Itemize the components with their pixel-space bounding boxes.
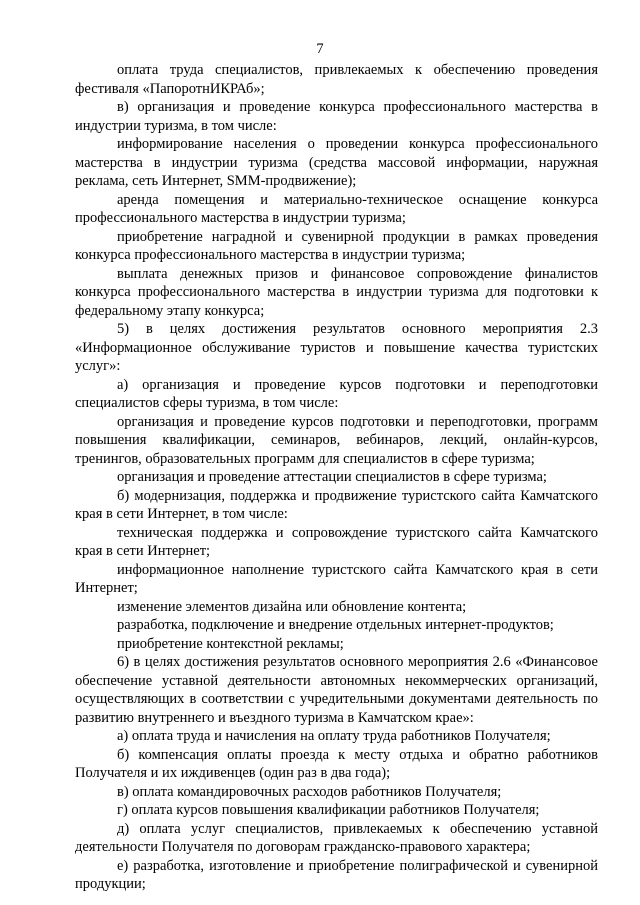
paragraph: а) оплата труда и начисления на оплату труда работников Получателя;: [117, 728, 551, 744]
paragraph: приобретение контекстной рекламы;: [117, 635, 344, 652]
paragraph: информирование населения о проведении конкурса профессионального мастерства в индустрии туризма (средства массовой информации, наружная реклама, сеть Интернет, SMM-продвижение);: [75, 136, 598, 189]
paragraph: разработка, подключение и внедрение отдельных интернет-продуктов;: [117, 617, 554, 633]
paragraph: 6) в целях достижения результатов основного мероприятия 2.6 «Финансовое обеспечение уставной деятельности автономных некоммерческих организаций, осуществляющих в соответствии с учредительными документами деятельность по развитию внутреннего и въездного туризма в Камчатском крае»:: [75, 654, 598, 726]
paragraph: 5) в целях достижения результатов основного мероприятия 2.3 «Информационное обслуживание туристов и повышение качества туристских услуг»:: [75, 321, 598, 374]
paragraph: б) компенсация оплаты проезда к месту отдыха и обратно работников Получателя и их иждивенцев (один раз в два года);: [75, 746, 598, 781]
paragraph: организация и проведение курсов подготовки и переподготовки, программ повышения квалификации, семинаров, вебинаров, лекций, онлайн-курсов, тренингов, образовательных программ для специалистов в сфере туризма;: [75, 413, 598, 467]
page-number: 7: [316, 41, 324, 57]
paragraph: оплата труда специалистов, привлекаемых к обеспечению проведения фестиваля «ПапоротнИКРАб»;: [75, 62, 598, 97]
paragraph: организация и проведение аттестации специалистов в сфере туризма;: [117, 469, 547, 485]
document-body: [75, 61, 598, 894]
paragraph: аренда помещения и материально-техническое оснащение конкурса профессионального мастерства в индустрии туризма;: [75, 191, 598, 226]
paragraph: в) оплата командировочных расходов работников Получателя;: [117, 783, 502, 800]
paragraph: д) оплата услуг специалистов, привлекаемых к обеспечению уставной деятельности Получателя по договорам гражданско-правового характера;: [75, 820, 598, 855]
paragraph: информационное наполнение туристского сайта Камчатского края в сети Интернет;: [75, 561, 598, 596]
paragraph: в) организация и проведение конкурса профессионального мастерства в индустрии туризма, в том числе:: [75, 99, 598, 134]
paragraph: приобретение наградной и сувенирной продукции в рамках проведения конкурса профессионального мастерства в индустрии туризма;: [75, 228, 598, 263]
paragraph: е) разработка, изготовление и приобретение полиграфической и сувенирной продукции;: [75, 857, 598, 892]
paragraph: а) организация и проведение курсов подготовки и переподготовки специалистов сферы туризма, в том числе:: [75, 376, 598, 411]
paragraph: техническая поддержка и сопровождение туристского сайта Камчатского края в сети Интернет;: [75, 524, 598, 559]
paragraph: выплата денежных призов и финансовое сопровождение финалистов конкурса профессионального мастерства в индустрии туризма для подготовки к федеральному этапу конкурса;: [75, 265, 598, 319]
paragraph: г) оплата курсов повышения квалификации работников Получателя;: [117, 802, 540, 818]
paragraph: б) модернизация, поддержка и продвижение туристского сайта Камчатского края в сети Интернет, в том числе:: [75, 487, 598, 522]
paragraph: изменение элементов дизайна или обновление контента;: [117, 598, 467, 615]
